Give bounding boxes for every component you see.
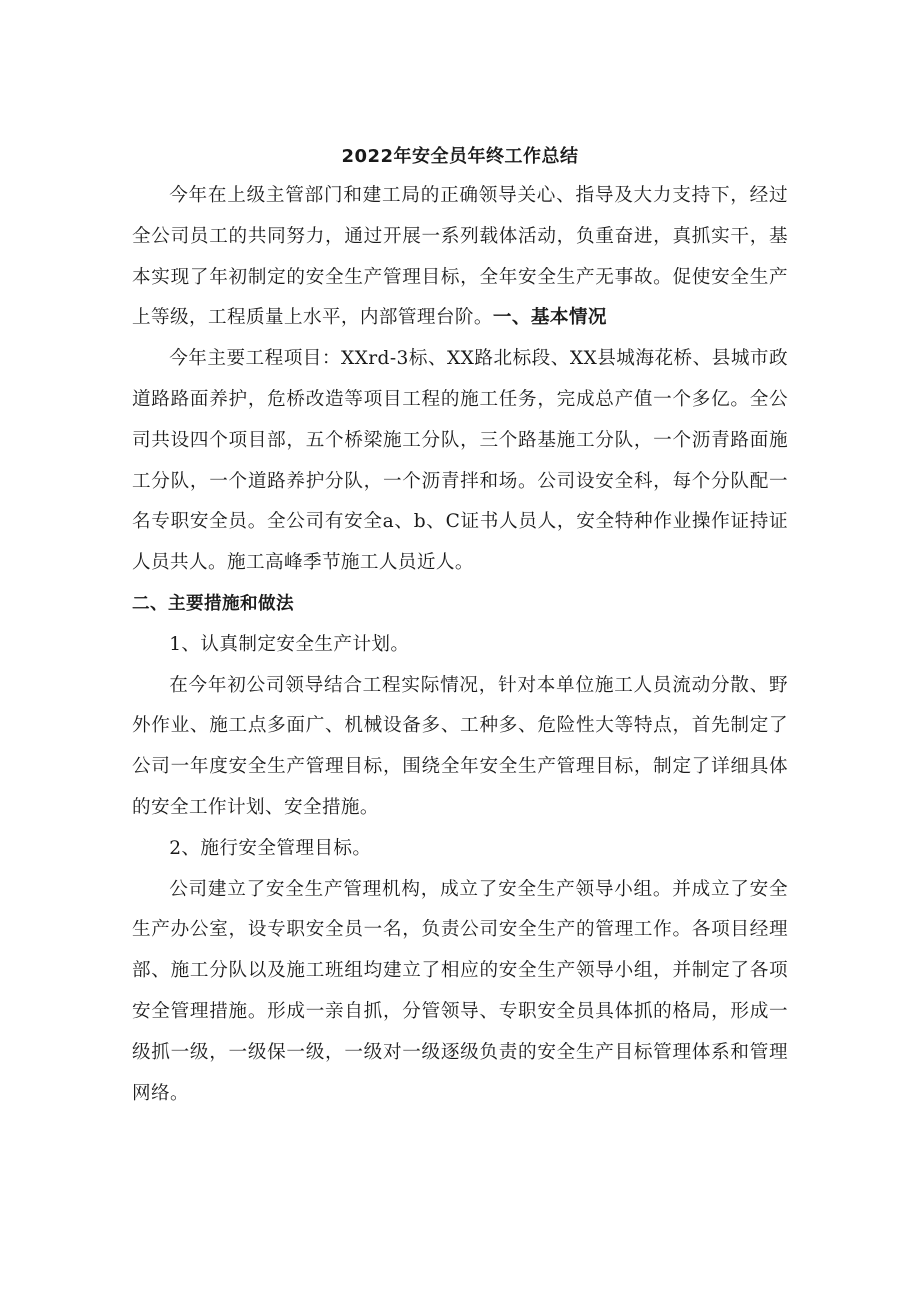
document-page xyxy=(132,138,788,1114)
item-1-title: 1、认真制定安全生产计划。 xyxy=(169,633,410,655)
item-2-title: 2、施行安全管理目标。 xyxy=(169,837,372,859)
intro-paragraph xyxy=(132,176,788,339)
intro-text: 今年在上级主管部门和建工局的正确领导关心、指导及大力支持下，经过全公司员工的共同努力，通过开展一系列载体活动，负重奋进，真抓实干，基本实现了年初制定的安全生产管理目标，全年安全生产无事故。促使安全生产上等级，工程质量上水平，内部管理台阶。 xyxy=(132,185,788,329)
item-1-paragraph: 在今年初公司领导结合工程实际情况，针对本单位施工人员流动分散、野外作业、施工点多面广、机械设备多、工种多、危险性大等特点，首先制定了公司一年度安全生产管理目标，围绕全年安全生产管理目标，制定了详细具体的安全工作计划、安全措施。 xyxy=(132,674,788,818)
item-2-paragraph: 公司建立了安全生产管理机构，成立了安全生产领导小组。并成立了安全生产办公室，设专职安全员一名，负责公司安全生产的管理工作。各项目经理部、施工分队以及施工班组均建立了相应的安全生产领导小组，并制定了各项安全管理措施。形成一亲自抓，分管领导、专职安全员具体抓的格局，形成一级抓一级，一级保一级，一级对一级逐级负责的安全生产目标管理体系和管理网络。 xyxy=(132,878,788,1104)
section-heading-basic-info: 一、基本情况 xyxy=(492,307,607,329)
section-heading-measures: 二、主要措施和做法 xyxy=(132,593,294,614)
basic-info-paragraph: 今年主要工程项目：XXrd-3标、XX路北标段、XX县城海花桥、县城市政道路路面养护，危桥改造等项目工程的施工任务，完成总产值一个多亿。全公司共设四个项目部，五个桥梁施工分队，三个路基施工分队，一个沥青路面施工分队，一个道路养护分队，一个沥青拌和场。公司设安全科，每个分队配一名专职安全员。全公司有安全a、b、C证书人员人，安全特种作业操作证持证人员共人。施工高峰季节施工人员近人。 xyxy=(132,348,788,574)
document-title: 2022年安全员年终工作总结 xyxy=(341,146,579,167)
